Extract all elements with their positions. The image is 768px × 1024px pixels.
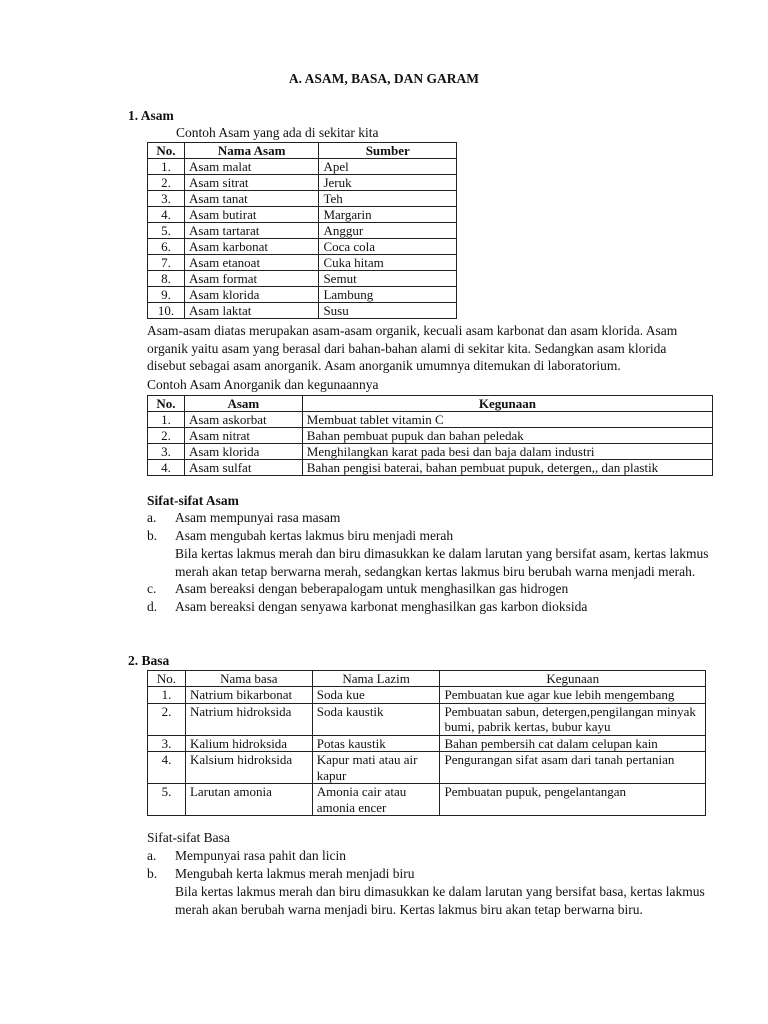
table-cell: Kapur mati atau air kapur [312,752,440,784]
table-cell: 1. [148,687,186,704]
list-item [147,598,717,616]
list-item-label: b. [147,528,158,543]
list-item-label: a. [147,510,157,525]
list-item-detail: Bila kertas lakmus merah dan biru dimasukkan ke dalam larutan yang bersifat basa, kertas lakmus merah akan berubah warna menjadi biru. Kertas lakmus biru akan tetap berwarna biru. [175,884,705,917]
table-cell: 4. [148,752,186,784]
table-cell: 1. [148,159,185,175]
base-table [147,670,706,816]
table-cell: Asam laktat [184,303,319,319]
column-header: No. [148,143,185,159]
table-row [148,703,706,735]
inorganic-acid-intro: Contoh Asam Anorganik dan kegunaannya [147,377,379,392]
table-cell: 3. [148,191,185,207]
table-cell: Margarin [319,207,457,223]
table-cell: 6. [148,239,185,255]
table-cell: 8. [148,271,185,287]
list-item-text: Mempunyai rasa pahit dan licin [175,848,346,863]
table-cell: 2. [148,175,185,191]
column-header: Asam [184,396,302,412]
table-cell: 5. [148,784,186,816]
table-cell: 4. [148,207,185,223]
list-item-text: Asam bereaksi dengan beberapalogam untuk menghasilkan gas hidrogen [175,581,569,596]
table-cell: Asam askorbat [184,412,302,428]
list-item-label: b. [147,866,158,881]
table-row [148,444,713,460]
list-item-text: Asam bereaksi dengan senyawa karbonat menghasilkan gas karbon dioksida [175,599,588,614]
table-cell: Pembuatan sabun, detergen,pengilangan minyak bumi, pabrik kertas, bubur kayu [440,703,706,735]
table-cell: Teh [319,191,457,207]
table-cell: Asam karbonat [184,239,319,255]
list-item-detail: Bila kertas lakmus merah dan biru dimasukkan ke dalam larutan yang bersifat asam, kertas lakmus merah akan tetap berwarna merah, sedangkan kertas lakmus biru berubah warna menjadi merah. [175,546,709,579]
table-cell: 7. [148,255,185,271]
table-cell: Anggur [319,223,457,239]
table-cell: Asam sitrat [184,175,319,191]
table-cell: 1. [148,412,185,428]
table-cell: Membuat tablet vitamin C [302,412,712,428]
list-item-text: Asam mempunyai rasa masam [175,510,341,525]
table-cell: 3. [148,735,186,752]
table-row [148,687,706,704]
table-cell: Soda kue [312,687,440,704]
table-cell: Jeruk [319,175,457,191]
acid-explanation-paragraph: Asam-asam diatas merupakan asam-asam organik, kecuali asam karbonat dan asam klorida. Asam organik yaitu asam yang berasal dari bahan-bahan alami di sekitar kita. Sedangkan asam klorida disebut sebagai asam anorganik. Asam anorganik umumnya ditemukan di laboratorium. [147,323,678,373]
table-cell: Pembuatan kue agar kue lebih mengembang [440,687,706,704]
list-item [147,865,717,883]
column-header: Sumber [319,143,457,159]
table-cell: Asam tanat [184,191,319,207]
column-header: Nama Lazim [312,671,440,687]
table-cell: Coca cola [319,239,457,255]
table-cell: Bahan pembersih cat dalam celupan kain [440,735,706,752]
table-cell: 5. [148,223,185,239]
table-cell: Apel [319,159,457,175]
acid-examples-intro: Contoh Asam yang ada di sekitar kita [176,125,379,140]
list-item [147,580,717,598]
table-cell: Natrium hidroksida [185,703,312,735]
page-title: A. ASAM, BASA, DAN GARAM [288,71,480,86]
table-row [148,412,713,428]
section-heading-basa: 2. Basa [128,653,170,668]
table-cell: Asam malat [184,159,319,175]
list-item [147,509,717,527]
table-header-row [148,396,713,412]
table-row [148,460,713,476]
list-item [147,527,717,545]
list-item [147,847,717,865]
acid-examples-table [147,142,457,319]
base-properties-heading: Sifat-sifat Basa [147,830,230,845]
table-cell: Asam klorida [184,444,302,460]
base-properties-list [147,847,717,918]
table-cell: Menghilangkan karat pada besi dan baja dalam industri [302,444,712,460]
table-cell: Amonia cair atau amonia encer [312,784,440,816]
table-cell: Asam etanoat [184,255,319,271]
table-cell: Pengurangan sifat asam dari tanah pertanian [440,752,706,784]
inorganic-acid-table [147,395,713,476]
table-row [148,752,706,784]
acid-properties-heading: Sifat-sifat Asam [147,493,239,508]
column-header: Kegunaan [440,671,706,687]
table-header-row [148,671,706,687]
table-cell: Pembuatan pupuk, pengelantangan [440,784,706,816]
table-row [148,735,706,752]
table-row [148,191,457,207]
table-cell: Cuka hitam [319,255,457,271]
table-row [148,271,457,287]
table-cell: Bahan pengisi baterai, bahan pembuat pupuk, detergen,, dan plastik [302,460,712,476]
table-cell: Susu [319,303,457,319]
table-cell: Soda kaustik [312,703,440,735]
table-cell: Asam format [184,271,319,287]
table-cell: Bahan pembuat pupuk dan bahan peledak [302,428,712,444]
table-row [148,239,457,255]
list-item-label: d. [147,599,158,614]
table-row [148,255,457,271]
table-row [148,223,457,239]
table-cell: Asam tartarat [184,223,319,239]
table-cell: 3. [148,444,185,460]
table-row [148,303,457,319]
table-cell: 4. [148,460,185,476]
table-cell: 2. [148,703,186,735]
table-row [148,428,713,444]
table-cell: 2. [148,428,185,444]
table-row [148,207,457,223]
table-cell: Asam butirat [184,207,319,223]
column-header: No. [148,396,185,412]
table-cell: Natrium bikarbonat [185,687,312,704]
table-cell: Asam klorida [184,287,319,303]
list-item-label: a. [147,848,157,863]
table-header-row [148,143,457,159]
table-row [148,159,457,175]
table-cell: Lambung [319,287,457,303]
table-cell: Asam sulfat [184,460,302,476]
list-item-label: c. [147,581,157,596]
column-header: Nama Asam [184,143,319,159]
table-row [148,287,457,303]
table-cell: 10. [148,303,185,319]
acid-properties-list [147,509,717,616]
section-heading-asam: 1. Asam [128,108,174,123]
table-row [148,784,706,816]
column-header: No. [148,671,186,687]
column-header: Nama basa [185,671,312,687]
list-item-text: Asam mengubah kertas lakmus biru menjadi merah [175,528,454,543]
column-header: Kegunaan [302,396,712,412]
table-row [148,175,457,191]
table-cell: Kalsium hidroksida [185,752,312,784]
table-cell: Potas kaustik [312,735,440,752]
table-cell: 9. [148,287,185,303]
table-cell: Asam nitrat [184,428,302,444]
table-cell: Kalium hidroksida [185,735,312,752]
table-cell: Larutan amonia [185,784,312,816]
table-cell: Semut [319,271,457,287]
list-item-text: Mengubah kerta lakmus merah menjadi biru [175,866,415,881]
